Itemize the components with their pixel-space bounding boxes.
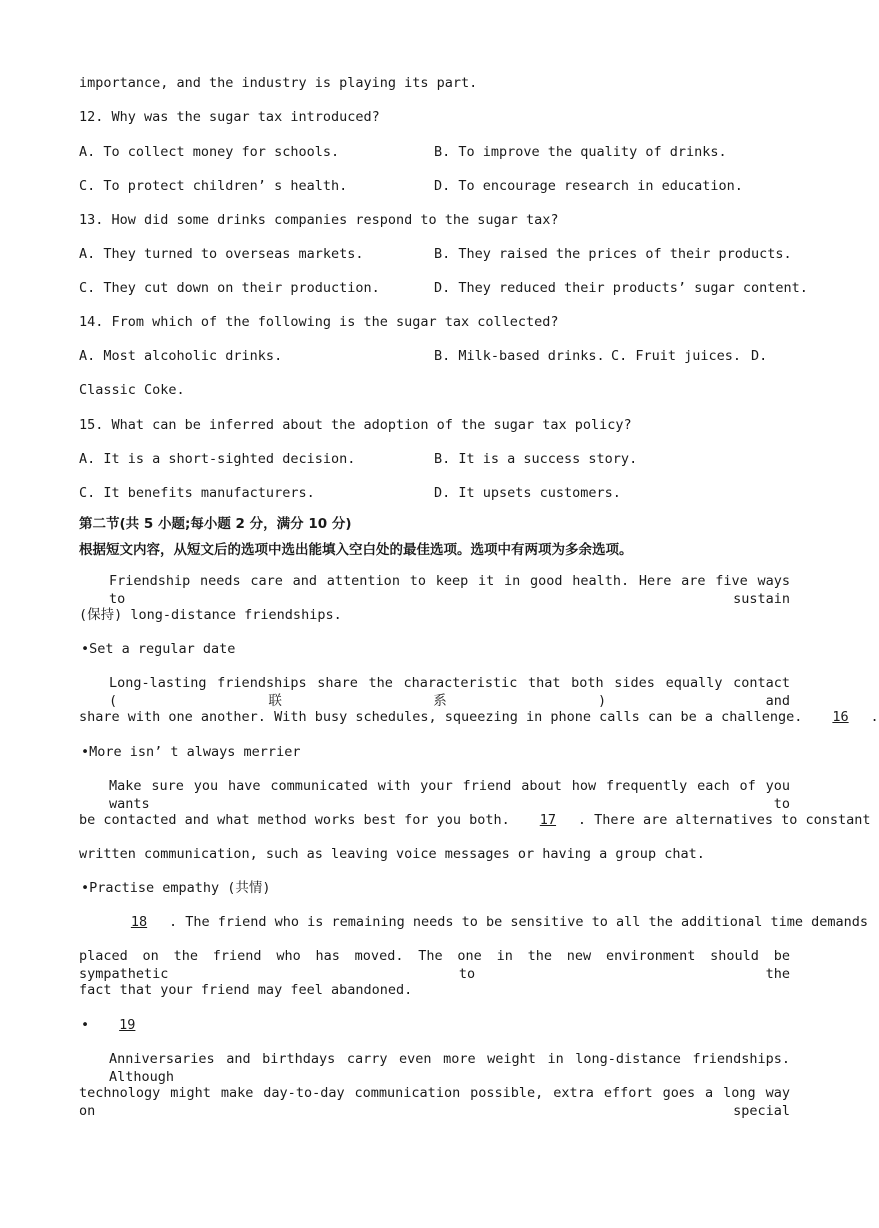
paragraph-2-line-3: written communication, such as leaving voice messages or having a group chat. <box>79 846 705 862</box>
question-13-option-d: D. They reduced their products’ sugar content. <box>434 280 808 296</box>
question-15-option-c: C. It benefits manufacturers. <box>79 485 315 501</box>
subheading-more-isnt-merrier: •More isn’ t always merrier <box>81 744 301 760</box>
question-12-option-d: D. To encourage research in education. <box>434 178 743 194</box>
paragraph-4-line-2: technology might make day-to-day communication possible, extra effort goes a long way on special <box>79 1085 790 1119</box>
blank-16: 16 <box>832 709 849 725</box>
paragraph-1-line-2: share with one another. With busy schedules, squeezing in phone calls can be a challenge. 16 . <box>79 709 879 725</box>
paragraph-3-line-1 <box>109 913 868 931</box>
question-15-option-b: B. It is a success story. <box>434 451 638 467</box>
blank-17: 17 <box>539 812 557 828</box>
bullet: • <box>81 1017 90 1033</box>
subheading-set-regular-date: •Set a regular date <box>81 641 236 657</box>
paragraph-3-line-3: fact that your friend may feel abandoned. <box>79 982 413 998</box>
subheading-19 <box>81 1016 157 1034</box>
passage-intro-line-1: Friendship needs care and attention to keep it in good health. Here are five ways to sustain <box>109 573 790 607</box>
question-13-option-c: C. They cut down on their production. <box>79 280 380 296</box>
question-12-option-a: A. To collect money for schools. <box>79 144 340 160</box>
question-14-option-a: A. Most alcoholic drinks. <box>79 348 283 364</box>
question-14-option-d-text: Classic Coke. <box>79 382 185 398</box>
paragraph-4-line-1: Anniversaries and birthdays carry even more weight in long-distance friendships. Although <box>109 1051 790 1085</box>
paragraph-3-line-1-text: . The friend who is remaining needs to be sensitive to all the additional time demands <box>169 914 868 930</box>
continuation-line: importance, and the industry is playing its part. <box>79 75 478 91</box>
question-13-stem: 13. How did some drinks companies respond to the sugar tax? <box>79 212 559 228</box>
paragraph-2-line-2-text-a: be contacted and what method works best for you both. <box>79 812 510 828</box>
question-14-option-d: D. <box>751 348 768 364</box>
passage-intro-line-2: (保持) long-distance friendships. <box>79 607 342 623</box>
question-12-stem: 12. Why was the sugar tax introduced? <box>79 109 380 125</box>
question-14-stem: 14. From which of the following is the sugar tax collected? <box>79 314 559 330</box>
paragraph-2-line-2 <box>79 811 871 829</box>
question-15-stem: 15. What can be inferred about the adoption of the sugar tax policy? <box>79 417 632 433</box>
paragraph-1-line-2-text: share with one another. With busy schedules, squeezing in phone calls can be a challenge. <box>79 709 803 725</box>
question-12-option-c: C. To protect children’ s health. <box>79 178 348 194</box>
question-15-option-d: D. It upsets customers. <box>434 485 621 501</box>
blank-19: 19 <box>119 1017 136 1033</box>
question-14-option-b: B. Milk-based drinks. <box>434 348 605 364</box>
paragraph-1-line-1: Long-lasting friendships share the characteristic that both sides equally contact (联系) and <box>109 675 790 709</box>
blank-18: 18 <box>130 914 148 930</box>
question-13-option-b: B. They raised the prices of their products. <box>434 246 792 262</box>
paragraph-3-line-2: placed on the friend who has moved. The one in the new environment should be sympathetic to the <box>79 948 790 982</box>
question-12-option-b: B. To improve the quality of drinks. <box>434 144 727 160</box>
section-2-instruction: 根据短文内容，从短文后的选项中选出能填入空白处的最佳选项。选项中有两项为多余选项。 <box>79 542 633 558</box>
paragraph-2-line-2-text-b: . There are alternatives to constant <box>577 812 871 828</box>
question-14-option-c: C. Fruit juices. <box>611 348 742 364</box>
question-15-option-a: A. It is a short-sighted decision. <box>79 451 356 467</box>
subheading-practise-empathy: •Practise empathy (共情) <box>81 880 271 896</box>
section-2-heading: 第二节(共 5 小题;每小题 2 分，满分 10 分) <box>79 516 352 532</box>
question-13-option-a: A. They turned to overseas markets. <box>79 246 364 262</box>
paragraph-2-line-1: Make sure you have communicated with your friend about how frequently each of you wants to <box>109 778 790 812</box>
